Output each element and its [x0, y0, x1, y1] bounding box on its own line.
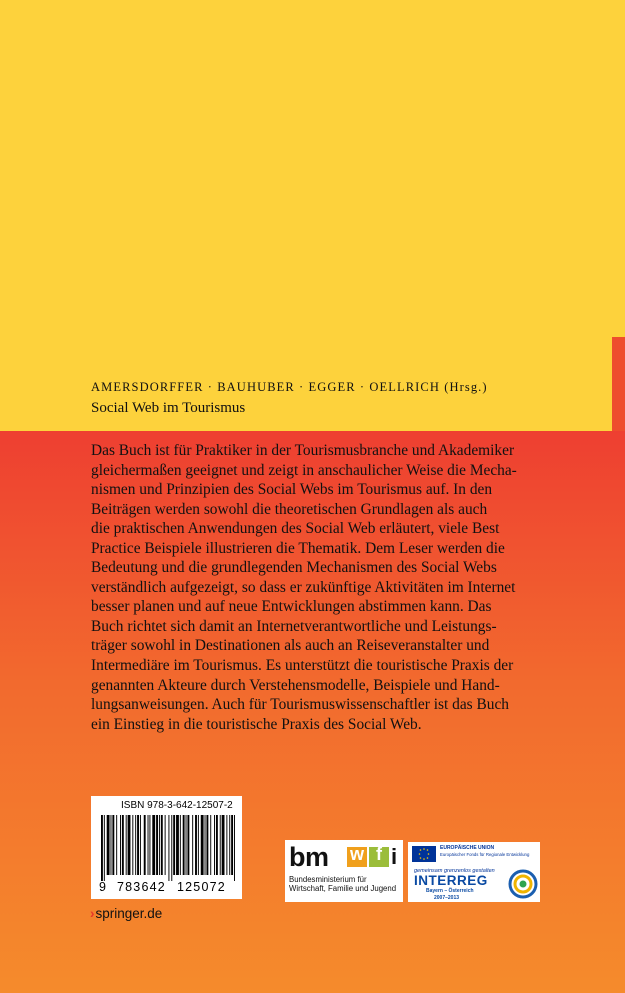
- barcode-bar: [206, 815, 208, 875]
- bmwfi-f-square: f: [369, 847, 389, 867]
- bmwfi-bm-text: bm: [289, 842, 329, 872]
- barcode-bar: [226, 815, 227, 875]
- blurb-line: gleichermaßen geeignet und zeigt in anschaulicher Weise die Mecha-: [91, 461, 517, 479]
- publisher-url: springer.de: [95, 906, 163, 921]
- barcode-bar: [171, 815, 172, 881]
- barcode-bar: [231, 815, 233, 875]
- barcode-bar: [205, 815, 206, 875]
- spine-accent-tab: [612, 337, 625, 431]
- barcode-bars: [99, 815, 239, 881]
- bmwfi-subtitle: Bundesministerium für Wirtschaft, Familie und Jugend: [289, 875, 397, 893]
- barcode-bar: [149, 815, 150, 875]
- blurb-line: nismen und Prinzipien des Social Webs im Tourismus auf. In den: [91, 481, 493, 499]
- isbn-label: ISBN 978-3-642-12507-2: [121, 800, 233, 811]
- barcode-bar: [173, 815, 175, 875]
- bmwfi-logo: [285, 840, 403, 902]
- interreg-swirl-icon: [508, 869, 538, 899]
- barcode-bar: [101, 815, 103, 881]
- barcode-bar: [112, 815, 114, 875]
- barcode-bar: [183, 815, 185, 875]
- barcode-bar: [201, 815, 204, 875]
- isbn-barcode: [91, 796, 242, 899]
- blurb-line: lungsanweisungen. Auch für Tourismuswissenschaftler ist das Buch: [91, 696, 509, 714]
- eu-label: EUROPÄISCHE UNION: [440, 845, 495, 851]
- blurb-text: [91, 441, 601, 734]
- interreg-name: INTERREG: [414, 873, 488, 888]
- interreg-region: Bayern – Österreich: [426, 888, 474, 894]
- barcode-digits-group2: 125072: [177, 880, 226, 894]
- barcode-bar: [161, 815, 163, 875]
- blurb-line: die praktischen Anwendungen des Social Web erläutert, viele Best: [91, 520, 500, 538]
- barcode-bar: [107, 815, 110, 875]
- blurb-line: Das Buch ist für Praktiker in der Tourismusbranche und Akademiker: [91, 442, 515, 459]
- blurb-line: Practice Beispiele illustrieren die Thematik. Dem Leser werden die: [91, 539, 505, 557]
- blurb-line: Intermediäre im Tourismus. Es unterstützt die touristische Praxis der: [91, 657, 514, 675]
- interreg-tagline: gemeinsam grenzenlos gestalten: [414, 868, 495, 874]
- barcode-bar: [214, 815, 215, 875]
- top-color-band: [0, 0, 625, 431]
- barcode-bar: [148, 815, 149, 875]
- barcode-bar: [229, 815, 230, 875]
- barcode-bar: [234, 815, 235, 881]
- barcode-bar: [156, 815, 158, 875]
- barcode-bar: [192, 815, 193, 875]
- blurb-line: Buch richtet sich damit an Internetverantwortliche und Leistungs-: [91, 617, 497, 635]
- barcode-bar: [135, 815, 136, 875]
- blurb-line: Bedeutung und die grundlegenden Mechanismen des Social Webs: [91, 559, 497, 577]
- blurb-line: besser planen und auf neue Entwicklungen abstimmen kann. Das: [91, 598, 492, 616]
- blurb-line: ein Einstieg in die touristische Praxis des Social Web.: [91, 715, 422, 733]
- barcode-bar: [198, 815, 199, 875]
- barcode-bar: [222, 815, 225, 875]
- book-title: Social Web im Tourismus: [91, 400, 246, 416]
- barcode-bar: [111, 815, 112, 875]
- barcode-bar: [128, 815, 131, 875]
- barcode-bar: [152, 815, 155, 875]
- barcode-bar: [126, 815, 127, 875]
- barcode-bar: [140, 815, 141, 875]
- barcode-digit-first: 9: [99, 880, 106, 894]
- eu-flag-icon: [412, 846, 436, 862]
- blurb-line: genannten Akteure durch Verstehensmodelle, Beispiele und Hand-: [91, 676, 500, 694]
- bmwfi-w-square: w: [347, 847, 367, 867]
- barcode-bar: [176, 815, 179, 875]
- editors-line: AMERSDORFFER · BAUHUBER · EGGER · OELLRICH (Hrsg.): [91, 380, 488, 394]
- barcode-bar: [187, 815, 189, 875]
- barcode-bar: [120, 815, 121, 875]
- barcode-bar: [116, 815, 117, 875]
- barcode-bar: [132, 815, 133, 875]
- bmwfi-i-text: i: [391, 844, 398, 869]
- barcode-bar: [195, 815, 197, 875]
- barcode-bar: [180, 815, 181, 875]
- barcode-bar: [159, 815, 160, 875]
- interreg-period: 2007–2013: [434, 895, 460, 901]
- barcode-bar: [165, 815, 166, 875]
- barcode-bar: [137, 815, 139, 875]
- barcode-bar: [144, 815, 146, 875]
- blurb-line: träger sowohl in Destinationen als auch an Reiseveranstalter und: [91, 637, 490, 655]
- barcode-bar: [216, 815, 218, 875]
- barcode-digits-group1: 783642: [117, 880, 166, 894]
- barcode-bar: [210, 815, 211, 875]
- barcode-bar: [104, 815, 105, 881]
- blurb-line: Beiträgen werden sowohl die theoretischen Grundlagen als auch: [91, 500, 488, 518]
- interreg-logo: [408, 842, 540, 902]
- barcode-bar: [168, 815, 169, 881]
- barcode-bar: [220, 815, 221, 875]
- barcode-bar: [186, 815, 187, 875]
- barcode-bar: [122, 815, 124, 875]
- eu-fund-label: Europäischer Fonds für Regionale Entwicklung: [440, 852, 530, 857]
- publisher-link[interactable]: [90, 906, 162, 921]
- blurb-line: verständlich aufgezeigt, so dass er zukünftige Aktivitäten im Internet: [91, 578, 516, 596]
- springer-chevron-icon: ›: [90, 906, 95, 921]
